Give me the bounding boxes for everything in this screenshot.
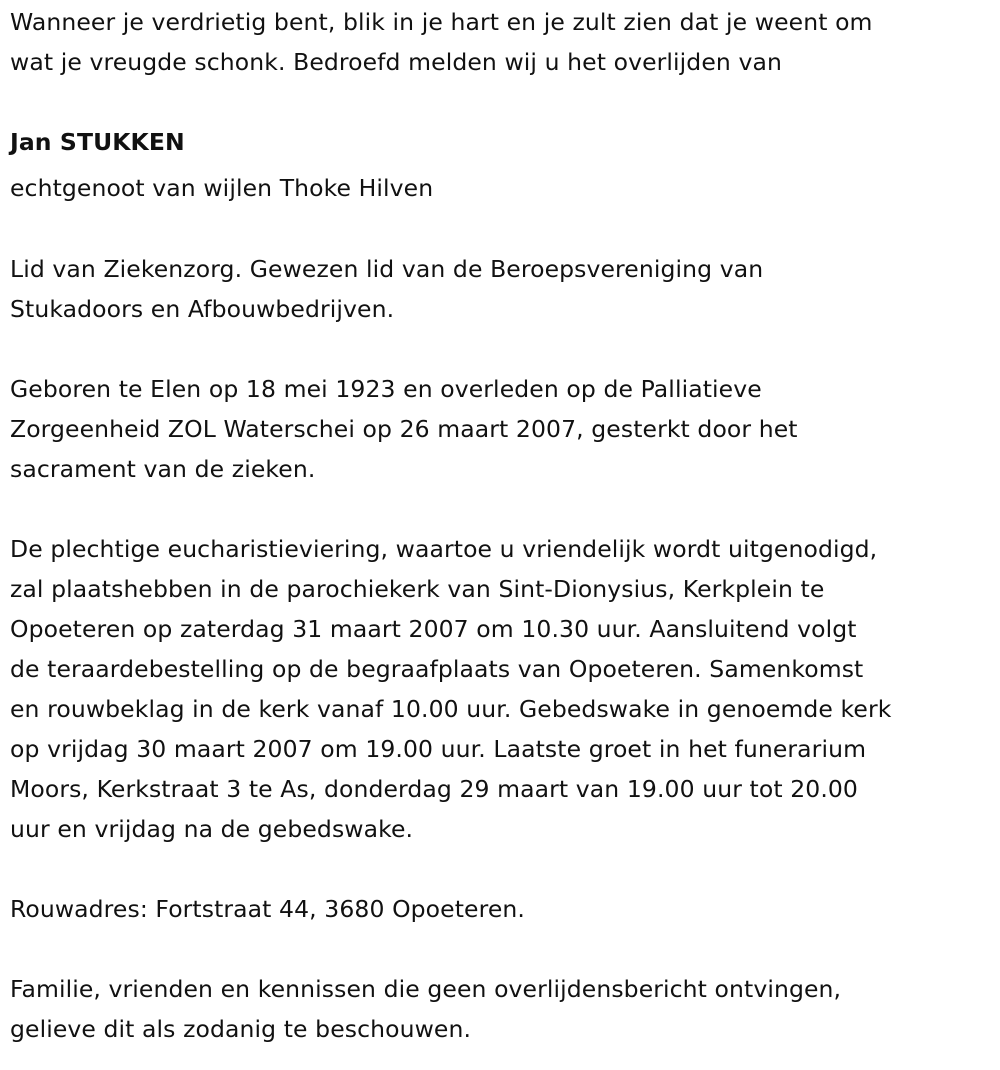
membership-paragraph <box>10 249 1000 329</box>
text-line: Lid van Ziekenzorg. Gewezen lid van de Beroepsvereniging van <box>10 255 764 283</box>
deceased-name: Jan STUKKEN <box>10 128 185 156</box>
text-line: De plechtige eucharistieviering, waartoe u vriendelijk wordt uitgenodigd, <box>10 535 878 563</box>
intro-paragraph <box>10 2 1000 82</box>
text-line: Stukadoors en Afbouwbedrijven. <box>10 295 395 323</box>
text-line: gelieve dit als zodanig te beschouwen. <box>10 1015 472 1043</box>
spouse-line: echtgenoot van wijlen Thoke Hilven <box>10 174 434 202</box>
text-line: op vrijdag 30 maart 2007 om 19.00 uur. Laatste groet in het funerarium <box>10 735 867 763</box>
text-line: de teraardebestelling op de begraafplaats van Opoeteren. Samenkomst <box>10 655 864 683</box>
address-paragraph <box>10 889 1000 929</box>
text-line: Moors, Kerkstraat 3 te As, donderdag 29 maart van 19.00 uur tot 20.00 <box>10 775 858 803</box>
closing-paragraph <box>10 969 1000 1049</box>
text-line: wat je vreugde schonk. Bedroefd melden wij u het overlijden van <box>10 48 782 76</box>
text-line: Geboren te Elen op 18 mei 1923 en overleden op de Palliatieve <box>10 375 762 403</box>
mourning-address: Rouwadres: Fortstraat 44, 3680 Opoeteren. <box>10 895 525 923</box>
text-line: en rouwbeklag in de kerk vanaf 10.00 uur. Gebedswake in genoemde kerk <box>10 695 892 723</box>
text-line: Zorgeenheid ZOL Waterschei op 26 maart 2007, gesterkt door het <box>10 415 798 443</box>
text-line: sacrament van de zieken. <box>10 455 316 483</box>
text-line: uur en vrijdag na de gebedswake. <box>10 815 414 843</box>
birth-death-paragraph <box>10 369 1000 489</box>
text-line: zal plaatshebben in de parochiekerk van Sint-Dionysius, Kerkplein te <box>10 575 825 603</box>
text-line: Wanneer je verdrietig bent, blik in je hart en je zult zien dat je weent om <box>10 8 873 36</box>
text-line: Familie, vrienden en kennissen die geen overlijdensbericht ontvingen, <box>10 975 842 1003</box>
ceremony-paragraph <box>10 529 1000 849</box>
text-line: Opoeteren op zaterdag 31 maart 2007 om 10.30 uur. Aansluitend volgt <box>10 615 857 643</box>
